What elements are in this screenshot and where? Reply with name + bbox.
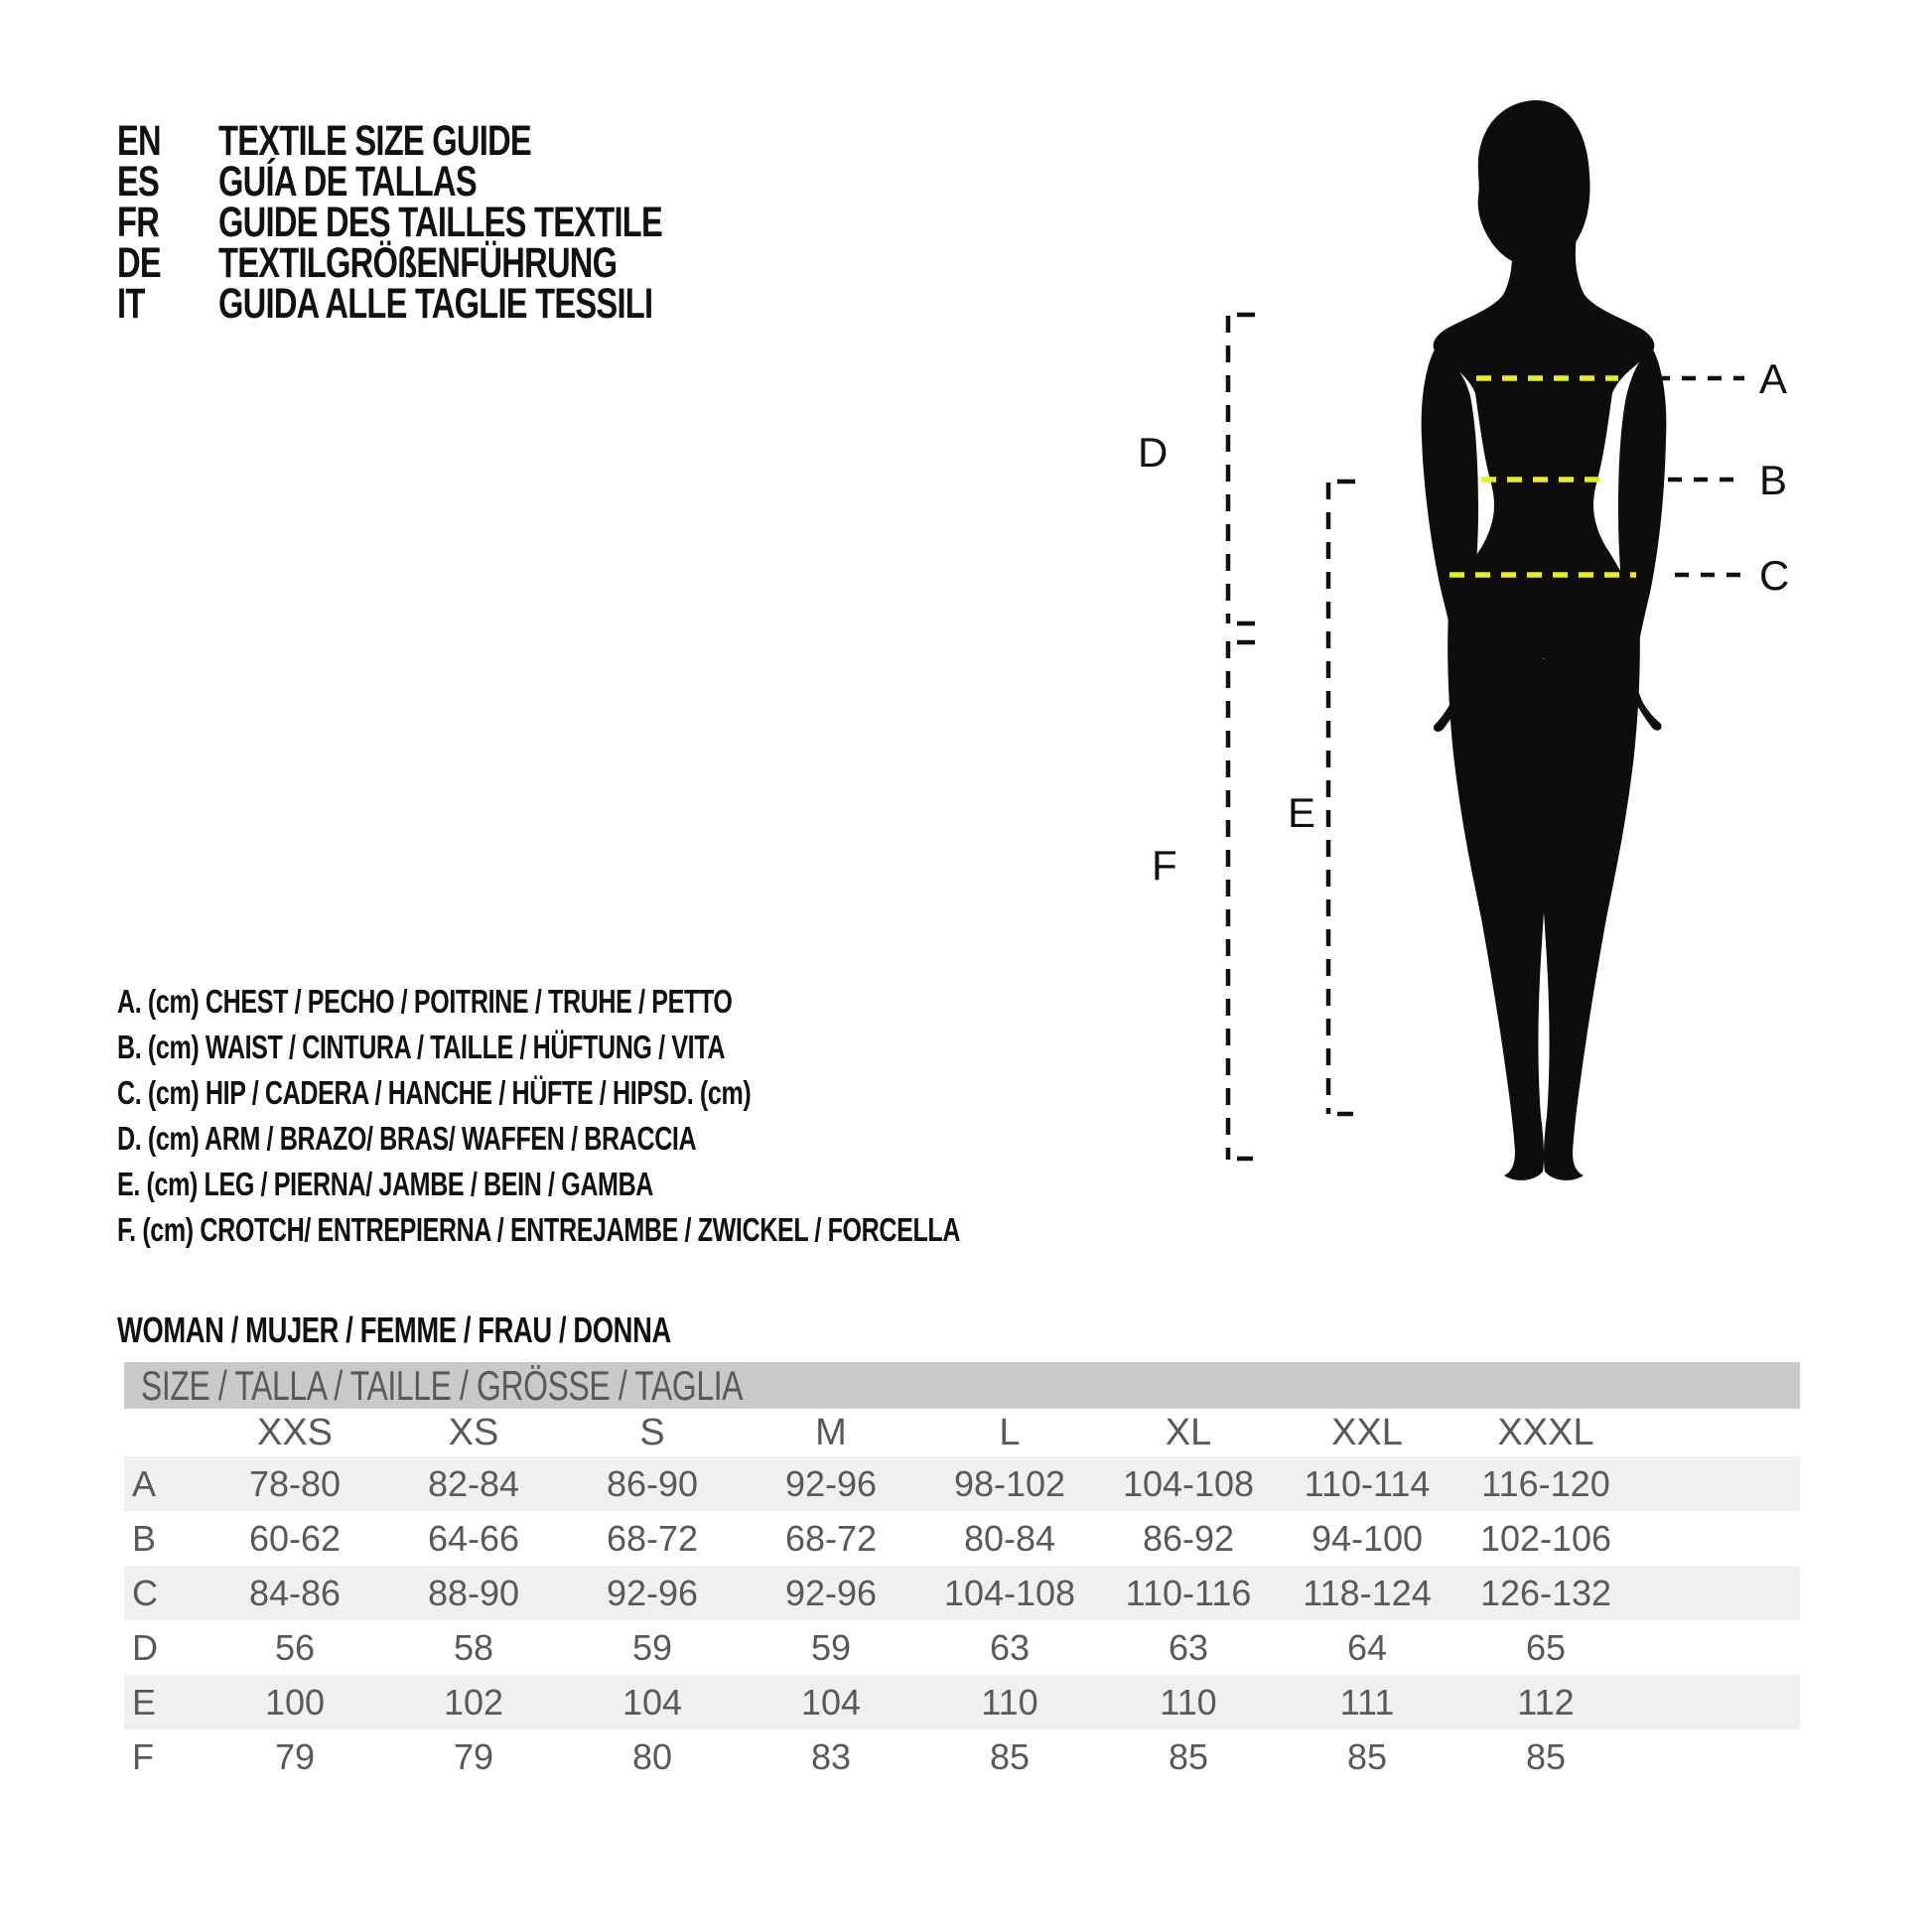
row-label: D [132,1626,158,1668]
woman-silhouette [1422,100,1667,1180]
row-label: E [132,1681,157,1723]
measurement-legend [117,979,1226,1253]
lang-title: GUÍA DE TALLAS [218,158,477,206]
legend-line-c: C. (cm) HIP / CADERA / HANCHE / HÜFTE / HIPSD. (cm) [117,1074,752,1111]
figure-label-b: B [1759,457,1788,503]
table-row-d: D 56 58 59 59 63 63 64 65 [124,1620,1800,1675]
vertical-measure-lines [1228,315,1355,1160]
size-table-title: SIZE / TALLA / TAILLE / GRÖSSE / TAGLIA [141,1361,744,1409]
col-header-xxxl: XXXL [1497,1411,1594,1453]
col-header-m: M [815,1411,847,1453]
row-label: C [132,1572,158,1613]
col-header-xs: XS [448,1411,499,1453]
lang-title: GUIDE DES TAILLES TEXTILE [218,199,663,246]
table-row-a: A 78-80 82-84 86-90 92-96 98-102 104-108 110-114 116-120 [124,1456,1800,1511]
row-label: A [132,1462,157,1504]
legend-line-a: A. (cm) CHEST / PECHO / POITRINE / TRUHE / PETTO [117,983,733,1020]
lang-title: GUIDA ALLE TAGLIE TESSILI [218,280,653,328]
legend-line-b: B. (cm) WAIST / CINTURA / TAILLE / HÜFTUNG / VITA [117,1029,726,1065]
legend-line-f: F. (cm) CROTCH/ ENTREPIERNA / ENTREJAMBE / ZWICKEL / FORCELLA [117,1211,961,1248]
lang-code: ES [117,158,160,206]
lang-code: FR [117,199,160,246]
lang-code: EN [117,117,161,165]
table-row-c: C 84-86 88-90 92-96 92-96 104-108 110-116 118-124 126-132 [124,1566,1800,1620]
col-header-l: L [999,1411,1021,1453]
size-table-header-row [124,1409,1800,1456]
gender-heading: WOMAN / MUJER / FEMME / FRAU / DONNA [117,1310,671,1350]
legend-line-e: E. (cm) LEG / PIERNA/ JAMBE / BEIN / GAMBA [117,1166,654,1202]
figure-label-f: F [1152,842,1177,889]
figure-label-a: A [1759,355,1788,402]
row-label: B [132,1517,157,1559]
table-row-b: B 60-62 64-66 68-72 68-72 80-84 86-92 94-100 102-106 [124,1511,1800,1566]
col-header-xxs: XXS [256,1411,334,1453]
lang-row-fr [117,199,802,246]
lang-title: TEXTILE SIZE GUIDE [218,117,531,165]
silhouette-left-leg [1448,586,1550,1180]
col-header-xxl: XXL [1331,1411,1403,1453]
col-header-xl: XL [1165,1411,1212,1453]
lang-row-de [117,239,802,287]
row-label: F [132,1735,154,1777]
size-table-title-bar [124,1362,1800,1409]
label-leader-lines [1656,378,1744,575]
language-title-list [117,117,802,328]
lang-row-it [117,280,802,328]
col-header-s: S [639,1411,665,1453]
size-table [124,1362,1800,1784]
figure-label-d: D [1138,429,1169,476]
lang-code: DE [117,239,161,287]
table-row-f: F 79 79 80 83 85 85 85 85 [124,1729,1800,1784]
table-row-e: E 100 102 104 104 110 110 111 112 [124,1675,1800,1729]
figure-label-c: C [1759,552,1790,599]
lang-row-en [117,117,802,165]
lang-title: TEXTILGRÖßENFÜHRUNG [218,239,618,287]
silhouette-right-leg [1538,586,1640,1180]
lang-row-es [117,158,802,206]
figure-label-e: E [1288,789,1316,836]
legend-line-d: D. (cm) ARM / BRAZO/ BRAS/ WAFFEN / BRACCIA [117,1120,697,1157]
lang-code: IT [117,280,145,328]
